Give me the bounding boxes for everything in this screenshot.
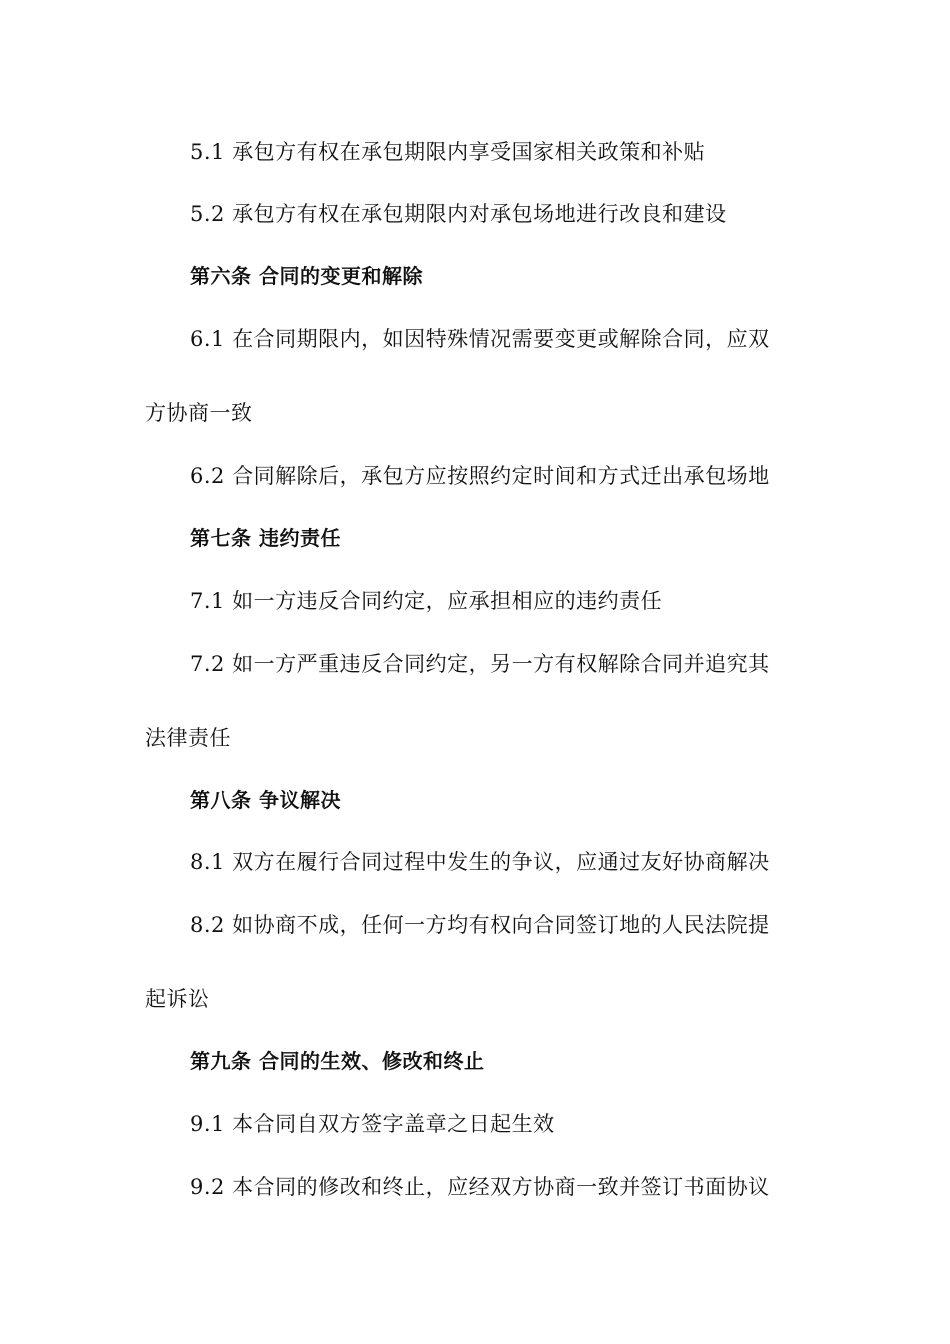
clause-6-1: 6.1 在合同期限内，如因特殊情况需要变更或解除合同，应双 (190, 327, 770, 351)
clause-6-1-continuation: 方协商一致 (145, 401, 253, 425)
article-7-heading: 第七条 违约责任 (190, 526, 341, 550)
clause-7-2: 7.2 如一方严重违反合同约定，另一方有权解除合同并追究其 (190, 652, 770, 676)
clause-6-2: 6.2 合同解除后，承包方应按照约定时间和方式迁出承包场地 (190, 464, 770, 488)
clause-8-2-continuation: 起诉讼 (145, 987, 210, 1011)
clause-9-2: 9.2 本合同的修改和终止，应经双方协商一致并签订书面协议 (190, 1175, 770, 1199)
clause-8-1: 8.1 双方在履行合同过程中发生的争议，应通过友好协商解决 (190, 850, 770, 874)
clause-5-1: 5.1 承包方有权在承包期限内享受国家相关政策和补贴 (190, 140, 706, 164)
article-9-heading: 第九条 合同的生效、修改和终止 (190, 1049, 485, 1073)
clause-5-2: 5.2 承包方有权在承包期限内对承包场地进行改良和建设 (190, 202, 727, 226)
article-8-heading: 第八条 争议解决 (190, 788, 341, 812)
clause-7-2-continuation: 法律责任 (145, 726, 231, 750)
clause-7-1: 7.1 如一方违反合同约定，应承担相应的违约责任 (190, 589, 663, 613)
clause-8-2: 8.2 如协商不成，任何一方均有权向合同签订地的人民法院提 (190, 913, 770, 937)
clause-9-1: 9.1 本合同自双方签字盖章之日起生效 (190, 1112, 555, 1136)
article-6-heading: 第六条 合同的变更和解除 (190, 264, 423, 288)
